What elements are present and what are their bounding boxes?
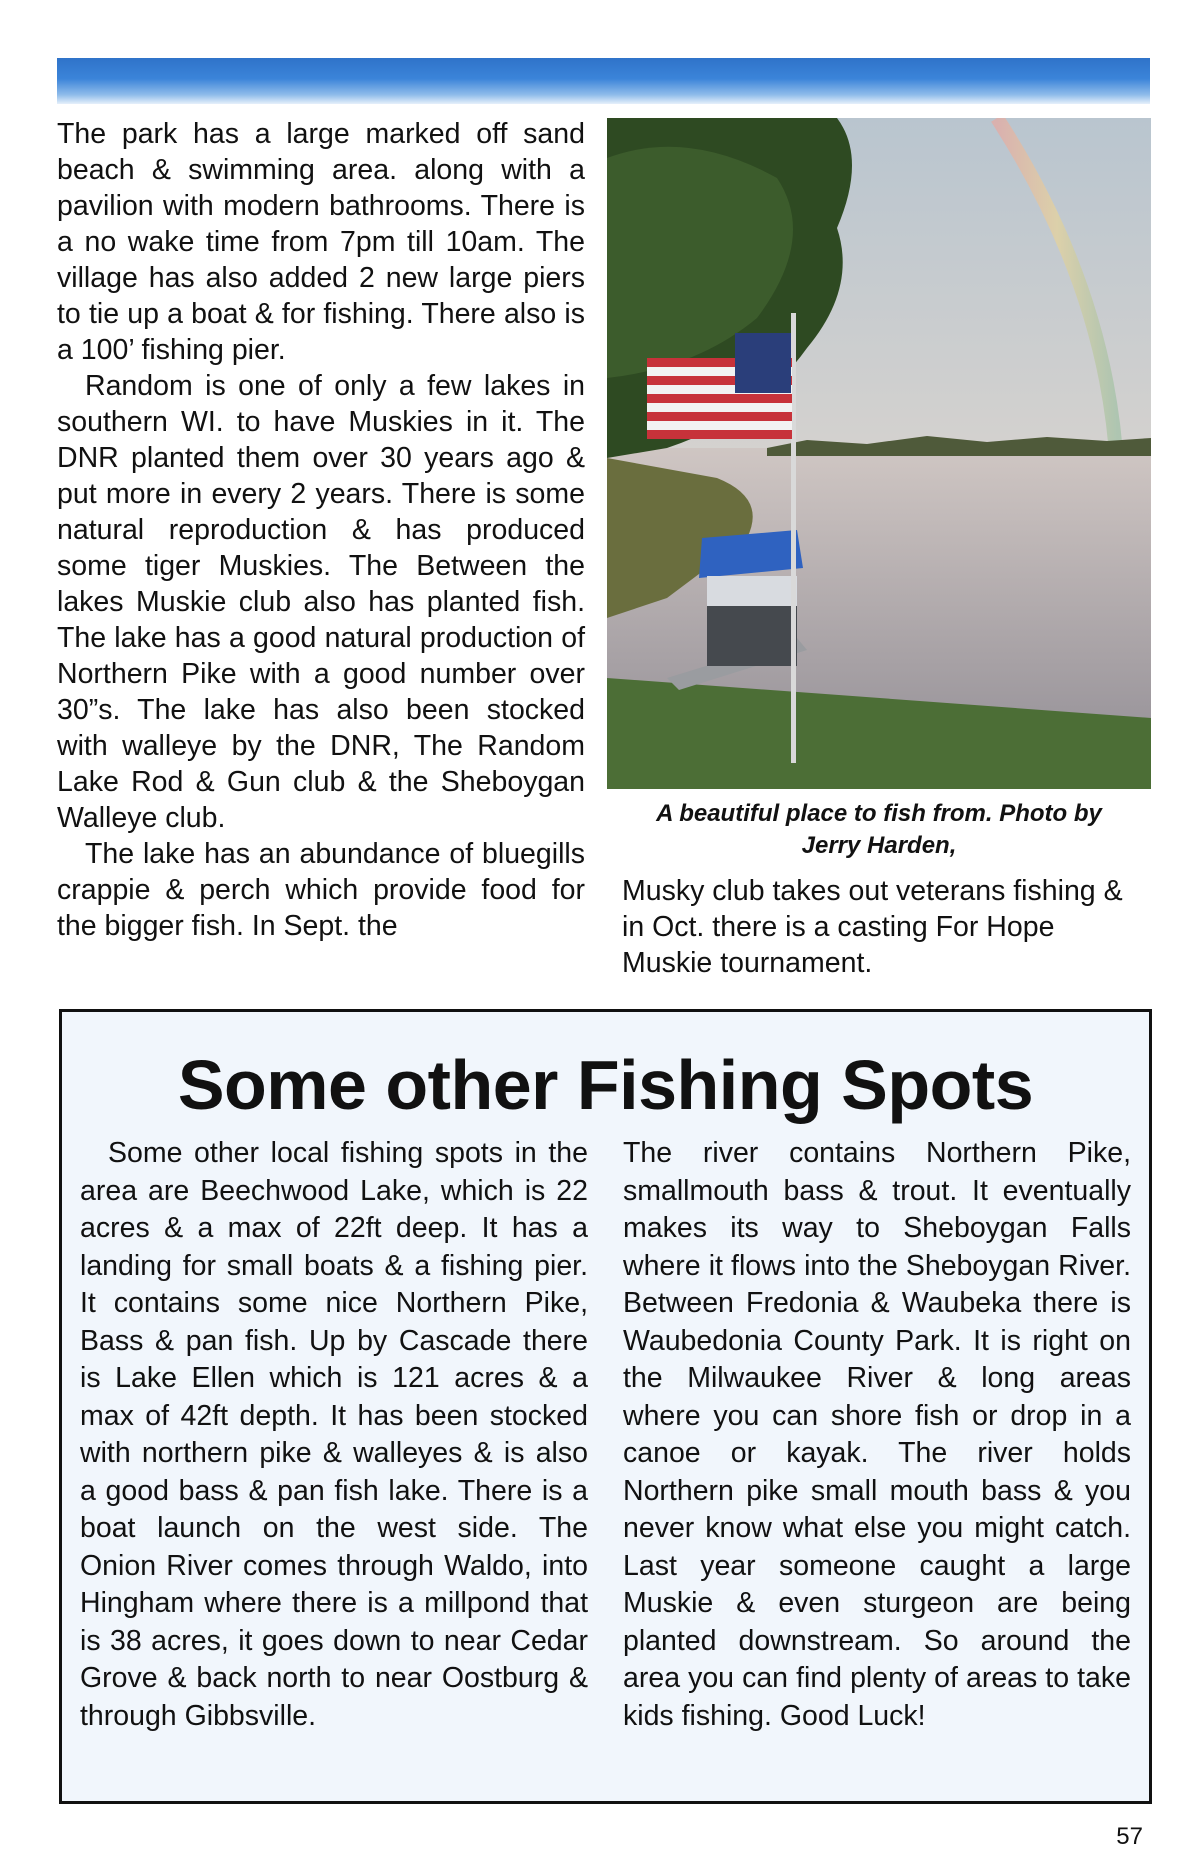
sidebar-box	[59, 1009, 1152, 1804]
sidebar-left-paragraph: Some other local fishing spots in the area are Beechwood Lake, which is 22 acres & a max of 22ft deep. It has a landing for small boats & a fishing pier. It contains some nice Northern Pike, Bass & pan fish. Up by Cascade there is Lake Ellen which is 121 acres & a max of 42ft depth. It has been stocked with northern pike & walleyes & is also a good bass & pan fish lake. There is a boat launch on the west side. The Onion River comes through Waldo, into Hingham where there is a millpond that is 38 acres, it goes down to near Cedar Grove & back north to near Oostburg & through Gibbsville.	[80, 1137, 588, 1732]
caption-line-1: A beautiful place to fish from. Photo by	[656, 800, 1102, 827]
sidebar-title: Some other Fishing Spots	[177, 1046, 1034, 1124]
paragraph-bluegills: The lake has an abundance of bluegills crappie & perch which provide food for the bigger fish. In Sept. the	[57, 838, 585, 942]
sidebar-left-column	[80, 1135, 588, 1735]
right-continuation-text	[622, 873, 1150, 981]
header-bar	[57, 58, 1150, 104]
photo-caption	[607, 798, 1151, 862]
page-number: 57	[1116, 1823, 1143, 1850]
sidebar-right-paragraph: The river contains Northern Pike, smallmouth bass & trout. It eventually makes its way to Sheboygan Falls where it flows into the Sheboygan River. Between Fredonia & Waubeka there is Waubedonia County Park. It is right on the Milwaukee River & long areas where you can shore fish or drop in a canoe or kayak. The river holds Northern pike small mouth bass & you never know what else you might catch. Last year someone caught a large Muskie & even sturgeon are being planted downstream. So around the area you can find plenty of areas to take kids fishing. Good Luck!	[623, 1137, 1131, 1732]
lake-photo	[607, 118, 1151, 789]
sidebar-right-column	[623, 1135, 1131, 1735]
paragraph-park: The park has a large marked off sand beach & swimming area. along with a pavilion with modern bathrooms. There is a no wake time from 7pm till 10am. The village has also added 2 new large piers to tie up a boat & for fishing. There also is a 100’ fishing pier.	[57, 118, 585, 366]
paragraph-muskies: Random is one of only a few lakes in southern WI. to have Muskies in it. The DNR planted them over 30 years ago & put more in every 2 years. There is some natural reproduction & has produced some tiger Muskies. The Between the lakes Muskie club also has planted fish. The lake has a good natural production of Northern Pike with a good number over 30”s. The lake has also been stocked with walleye by the DNR, The Random Lake Rod & Gun club & the Sheboygan Walleye club.	[57, 370, 585, 834]
paragraph-continuation: Musky club takes out veterans fishing & in Oct. there is a casting For Hope Muskie tournament.	[622, 875, 1123, 979]
caption-line-2: Jerry Harden,	[801, 832, 957, 859]
left-column	[57, 116, 585, 944]
